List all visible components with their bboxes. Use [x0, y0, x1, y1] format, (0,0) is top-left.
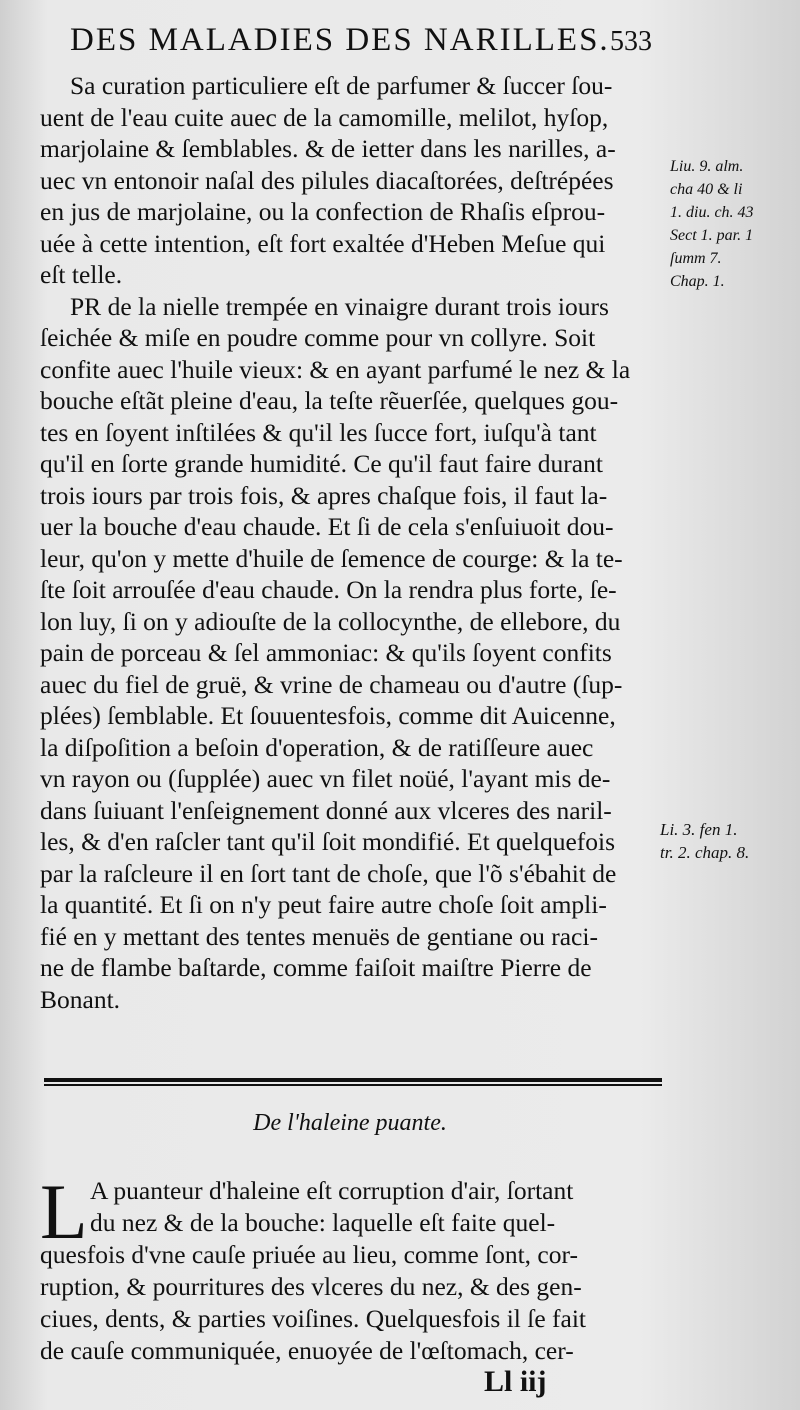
section-rule — [44, 1078, 662, 1082]
text-line: confite auec l'huile vieux: & en ayant parfumé le nez & la — [40, 354, 631, 384]
section-title: De l'haleine puante. — [253, 1110, 447, 1136]
text-line: vn rayon ou (ſupplée) auec vn filet noüé, l'ayant mis de- — [40, 764, 611, 793]
margin-note: Liu. 9. alm. — [670, 158, 744, 175]
text-line: dans ſuiuant l'enſeignement donné aux vlceres des naril- — [40, 795, 612, 825]
text-line: marjolaine & ſemblables. & de ietter dans les narilles, a- — [40, 134, 616, 163]
margin-note: Li. 3. fen 1. — [660, 820, 738, 839]
text-line: auec du fiel de gruë, & vrine de chameau ou d'autre (ſup- — [40, 669, 623, 699]
text-line: ciues, dents, & parties voiſines. Quelquesfois il ſe fait — [40, 1304, 587, 1333]
text-line: ne de flambe baſtarde, comme faiſoit maiſtre Pierre de — [40, 953, 592, 982]
text-line: plées) ſemblable. Et ſouuentesfois, comme dit Auicenne, — [40, 701, 616, 730]
text-line: la quantité. Et ſi on n'y peut faire autre choſe ſoit ampli- — [40, 890, 607, 919]
text-line: fié en y mettant des tentes menuës de gentiane ou raci- — [40, 921, 598, 951]
text-line: les, & d'en raſcler tant qu'il ſoit mondifié. Et quelquefois — [40, 827, 616, 856]
text-line: uée à cette intention, eſt fort exaltée d'Heben Meſue qui — [40, 228, 606, 258]
text-line: uer la bouche d'eau chaude. Et ſi de cela s'enſuiuoit dou- — [40, 512, 614, 541]
text-line: tes en ſoyent inſtilées & qu'il les ſucce fort, iuſqu'à tant — [40, 417, 597, 447]
margin-note: tr. 2. chap. 8. — [660, 843, 750, 862]
page-number: 533 — [610, 26, 652, 57]
second-text-block — [40, 1168, 668, 1367]
text-line: uec vn entonoir naſal des pilules diacaſtorées, deſtrépées — [40, 165, 614, 195]
text-line: la diſpoſition a beſoin d'operation, & de ratiſſeure auec — [40, 732, 594, 762]
running-header — [70, 22, 790, 66]
running-title: DES MALADIES DES NARILLES. — [70, 22, 610, 58]
margin-note: cha 40 & li — [670, 181, 743, 198]
margin-notes-middle — [660, 818, 796, 864]
signature-mark: Ll iij — [484, 1365, 547, 1398]
text-line: eſt telle. — [40, 260, 123, 289]
text-line: de cauſe communiquée, enuoyée de l'œſtomach, cer- — [40, 1336, 574, 1365]
margin-note: Sect 1. par. 1 — [670, 227, 754, 244]
text-line: bouche eſtãt pleine d'eau, la teſte rẽuerſée, quelques gou- — [40, 386, 619, 415]
text-line: PR de la nielle trempée en vinaigre durant trois iours — [70, 291, 609, 321]
text-line: leur, qu'on y mette d'huile de ſemence de courge: & la te- — [40, 543, 623, 573]
text-line: ruption, & pourritures des vlceres du nez, & des gen- — [40, 1272, 582, 1301]
text-line: ſeichée & miſe en poudre comme pour vn collyre. Soit — [40, 323, 596, 352]
margin-notes-top — [670, 155, 796, 293]
text-line: A puanteur d'haleine eſt corruption d'air, ſortant — [90, 1176, 574, 1205]
section-rule-thin — [44, 1084, 662, 1086]
text-line: par la raſcleure il en ſort tant de choſe, que l'õ s'ébahit de — [40, 858, 617, 888]
text-line: quesfois d'vne cauſe priuée au lieu, comme ſont, cor- — [40, 1240, 578, 1269]
text-line: pain de porceau & ſel ammoniac: & qu'ils ſoyent confits — [40, 638, 612, 667]
margin-note: 1. diu. ch. 43 — [670, 204, 754, 221]
text-line: du nez & de la bouche: laquelle eſt faite quel- — [90, 1208, 556, 1237]
text-line: en jus de marjolaine, ou la confection de Rhaſis eſprou- — [40, 197, 606, 226]
margin-note: Chap. 1. — [670, 273, 725, 290]
text-line: uent de l'eau cuite auec de la camomille, melilot, hyſop, — [40, 102, 609, 132]
text-line: qu'il en ſorte grande humidité. Ce qu'il faut faire durant — [40, 449, 603, 478]
text-line: ſte ſoit arrouſée d'eau chaude. On la rendra plus forte, ſe- — [40, 575, 617, 604]
drop-capital: L — [40, 1168, 88, 1255]
text-line: Sa curation particuliere eſt de parfumer & ſuccer ſou- — [70, 71, 613, 100]
text-line: Bonant. — [40, 984, 121, 1014]
text-line: lon luy, ſi on y adiouſte de la collocynthe, de ellebore, du — [40, 606, 621, 636]
text-line: trois iours par trois fois, & apres chaſque fois, il faut la- — [40, 480, 608, 510]
main-text-block — [40, 70, 668, 1015]
margin-note: ſumm 7. — [670, 250, 722, 267]
